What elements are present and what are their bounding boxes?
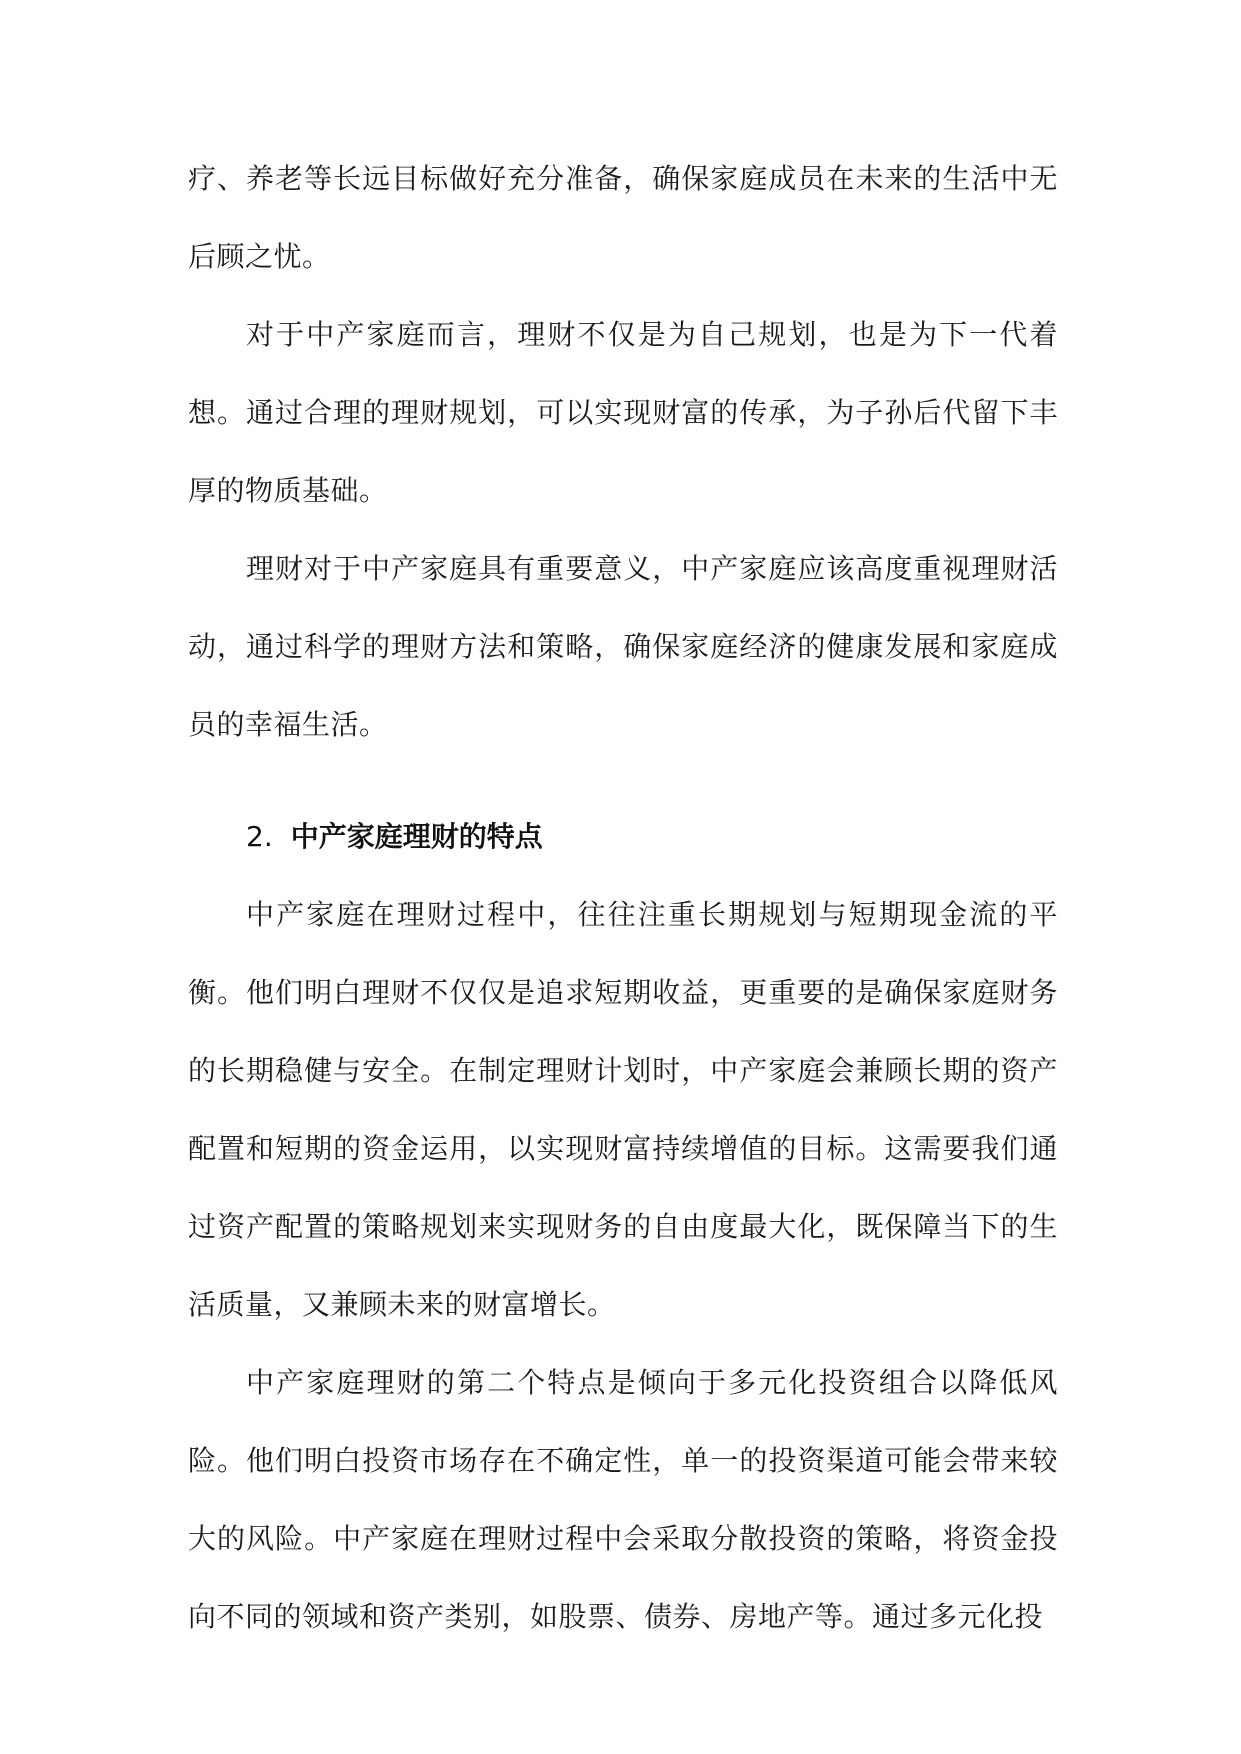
section-heading: [188, 798, 1058, 876]
paragraph-3: 理财对于中产家庭具有重要意义，中产家庭应该高度重视理财活动，通过科学的理财方法和策略，确保家庭经济的健康发展和家庭成员的幸福生活。: [188, 552, 1058, 741]
paragraph-5: 中产家庭理财的第二个特点是倾向于多元化投资组合以降低风险。他们明白投资市场存在不确定性，单一的投资渠道可能会带来较大的风险。中产家庭在理财过程中会采取分散投资的策略，将资金投向不同的领域和资产类别，如股票、债券、房地产等。通过多元化投: [188, 1366, 1058, 1633]
section-number: 2.: [246, 820, 273, 853]
document-body: [188, 140, 1058, 1656]
paragraph-2: 对于中产家庭而言，理财不仅是为自己规划，也是为下一代着想。通过合理的理财规划，可以实现财富的传承，为子孙后代留下丰厚的物质基础。: [188, 318, 1058, 507]
paragraph-4: 中产家庭在理财过程中，往往注重长期规划与短期现金流的平衡。他们明白理财不仅仅是追求短期收益，更重要的是确保家庭财务的长期稳健与安全。在制定理财计划时，中产家庭会兼顾长期的资产配置和短期的资金运用，以实现财富持续增值的目标。这需要我们通过资产配置的策略规划来实现财务的自由度最大化，既保障当下的生活质量，又兼顾未来的财富增长。: [188, 898, 1058, 1321]
section-title: 中产家庭理财的特点: [290, 820, 543, 853]
paragraph-1: 疗、养老等长远目标做好充分准备，确保家庭成员在未来的生活中无后顾之忧。: [188, 162, 1058, 273]
